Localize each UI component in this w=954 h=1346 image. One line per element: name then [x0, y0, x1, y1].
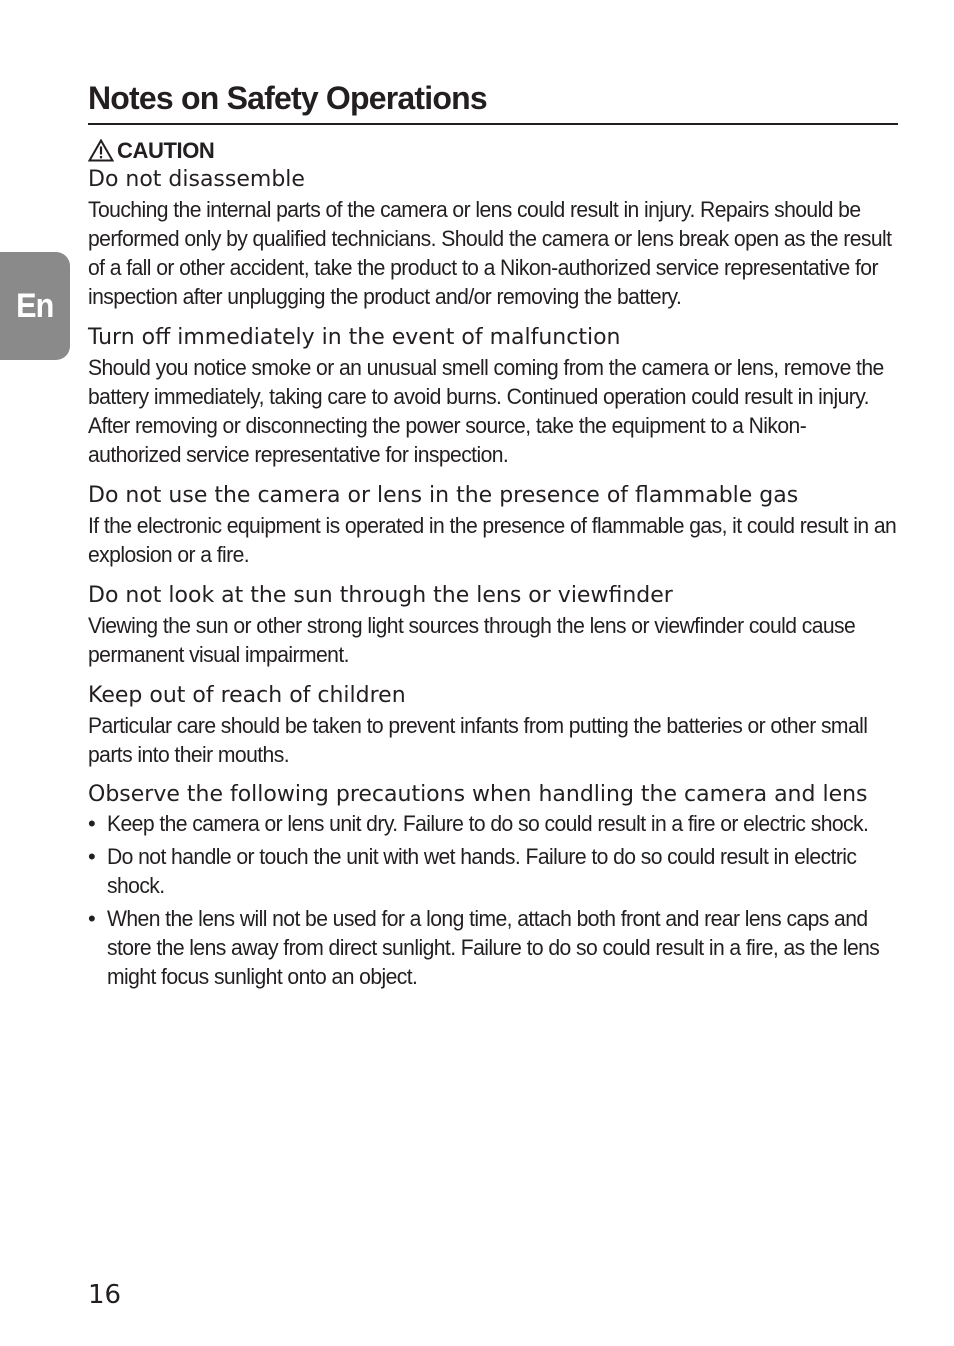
bullet: • [88, 811, 96, 836]
section-body: Touching the internal parts of the camera or lens could result in injury. Repairs should be performed only by qualified technicians. Should the camera or lens break open as the result of a fall or other accident, take the product to a Nikon-authorized service representative for inspection after unplugging the product and/or removing the battery. [88, 197, 892, 309]
list-item-text: Keep the camera or lens unit dry. Failure to do so could result in a fire or electric shock. [107, 811, 869, 836]
precautions-list [88, 809, 898, 991]
section-sun-viewfinder [88, 583, 898, 669]
list-item-text: Do not handle or touch the unit with wet hands. Failure to do so could result in electric shock. [107, 844, 857, 898]
bullet: • [88, 906, 96, 931]
section-title: Keep out of reach of children [88, 683, 406, 708]
section-malfunction [88, 325, 898, 469]
section-title: Do not use the camera or lens in the presence of flammable gas [88, 483, 799, 508]
section-handling-precautions [88, 783, 898, 991]
section-flammable-gas [88, 483, 898, 569]
page-content [88, 80, 898, 995]
section-title: Observe the following precautions when handling the camera and lens [88, 782, 868, 807]
list-item [88, 842, 898, 900]
caution-heading [88, 137, 898, 164]
warning-triangle-icon [88, 139, 114, 162]
section-title: Do not disassemble [88, 167, 305, 192]
language-tab-label: En [16, 286, 54, 325]
page-number: 16 [88, 1280, 122, 1310]
bullet: • [88, 844, 96, 869]
section-body: Viewing the sun or other strong light sources through the lens or viewfinder could cause permanent visual impairment. [88, 613, 856, 667]
section-children [88, 683, 898, 769]
page-title: Notes on Safety Operations [88, 80, 898, 125]
section-body: If the electronic equipment is operated in the presence of flammable gas, it could result in an explosion or a fire. [88, 513, 897, 567]
list-item [88, 809, 898, 838]
section-do-not-disassemble [88, 167, 898, 311]
list-item [88, 904, 898, 991]
section-body: Particular care should be taken to prevent infants from putting the batteries or other small parts into their mouths. [88, 713, 868, 767]
section-title: Turn off immediately in the event of malfunction [88, 325, 621, 350]
language-tab [0, 252, 70, 360]
section-body: Should you notice smoke or an unusual smell coming from the camera or lens, remove the battery immediately, taking care to avoid burns. Continued operation could result in injury. After removing or disconnecting the power source, take the equipment to a Nikon-authorized service representative for inspection. [88, 355, 884, 467]
section-title: Do not look at the sun through the lens or viewfinder [88, 583, 673, 608]
list-item-text: When the lens will not be used for a long time, attach both front and rear lens caps and store the lens away from direct sunlight. Failure to do so could result in a fire, as the lens might focus sunlight onto an object. [107, 906, 880, 989]
caution-label: CAUTION [117, 137, 215, 163]
